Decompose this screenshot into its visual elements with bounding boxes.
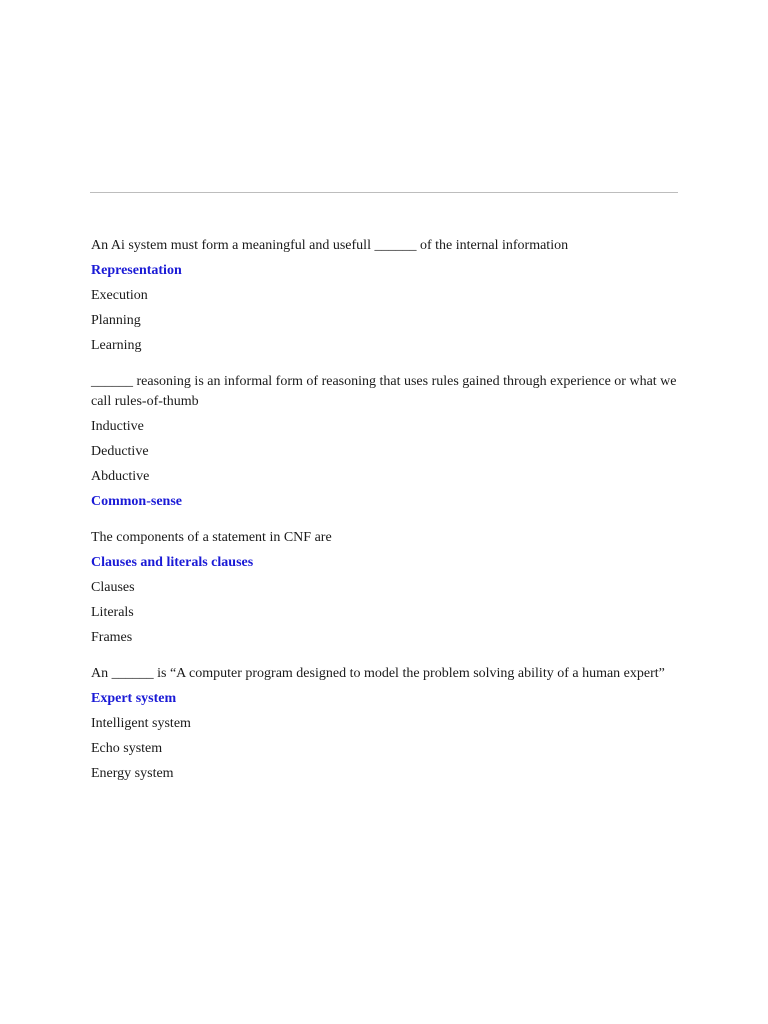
answer-option: Intelligent system	[91, 716, 191, 731]
answer-option: Planning	[91, 313, 141, 328]
question-text: The components of a statement in CNF are	[91, 530, 332, 545]
answer-option-correct: Common-sense	[91, 494, 182, 509]
quiz-content	[91, 236, 681, 800]
answer-option: Echo system	[91, 741, 163, 756]
answer-option: Frames	[91, 630, 133, 645]
answer-option: Inductive	[91, 419, 144, 434]
answer-option: Energy system	[91, 766, 174, 781]
question-text: An Ai system must form a meaningful and usefull ______ of the internal information	[91, 238, 569, 253]
question-text: An ______ is “A computer program designed to model the problem solving ability of a human expert”	[91, 666, 665, 681]
answer-option: Clauses	[91, 580, 135, 595]
answer-option-correct: Expert system	[91, 691, 177, 706]
answer-option: Execution	[91, 288, 148, 303]
question-1	[91, 236, 681, 356]
answer-option: Abductive	[91, 469, 150, 484]
answer-option: Learning	[91, 338, 142, 353]
question-3	[91, 528, 681, 648]
horizontal-rule	[90, 192, 678, 193]
answer-option: Deductive	[91, 444, 149, 459]
answer-option: Literals	[91, 605, 134, 620]
answer-option-correct: Representation	[91, 263, 182, 278]
question-text: ______ reasoning is an informal form of reasoning that uses rules gained through experience or what we call rules-of-thumb	[91, 374, 677, 409]
answer-option-correct: Clauses and literals clauses	[91, 555, 254, 570]
question-2	[91, 372, 681, 512]
question-4	[91, 664, 681, 784]
